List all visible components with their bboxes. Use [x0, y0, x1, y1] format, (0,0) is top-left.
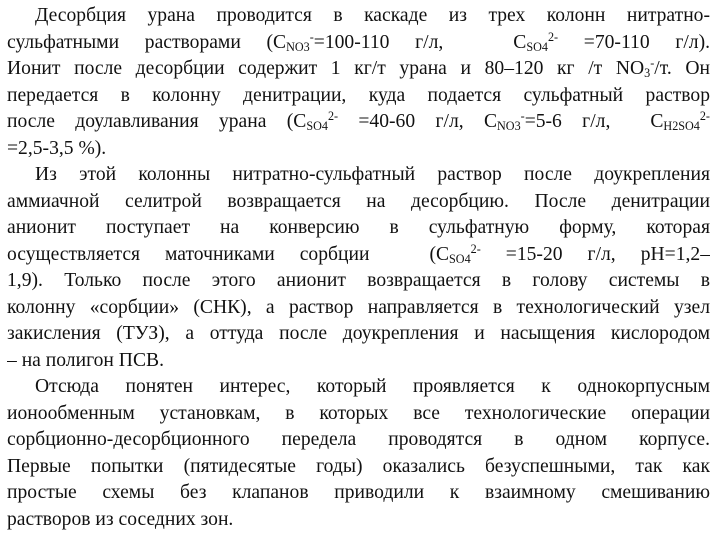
text-line: колонну «сорбции» (СНК), а раствор направляется в технологический узел [7, 296, 710, 318]
text-line: закисления (ТУЗ), а оттуда после доукрепления и насыщения кислородом [7, 323, 710, 344]
superscript: - [650, 56, 655, 70]
paragraph-2 [7, 162, 710, 374]
text-line: Первые попытки (пятидесятые годы) оказались безуспешными, так как [7, 455, 710, 477]
subscript: SO4 [449, 251, 471, 266]
text-line: анионит поступает на конверсию в сульфатную форму, которая [7, 217, 710, 238]
text-line: после доулавливания урана ($С_{SO4}^{2-} =40-60$ г/л, $С_{NO3}^-=5-6$ г/л, $С_{H2SO4}^{2-}$ [7, 109, 710, 133]
superscript: - [309, 29, 314, 44]
text-line: Отсюда понятен интерес, который проявляется к однокорпусным [35, 376, 710, 397]
subscript: 3 [644, 66, 651, 80]
text-line: Ионит после десорбции содержит 1 кг/т урана и 80–120 кг /т $NO_3^-/т$. Он [7, 56, 710, 80]
text-line: растворов из соседних зон. [7, 508, 234, 530]
text-line: Десорбция урана проводится в каскаде из трех колонн нитратно- [35, 5, 710, 26]
subscript: NO3 [497, 119, 521, 133]
text-line: =2,5-3,5 %). [7, 137, 107, 159]
subscript: H2SO4 [663, 119, 700, 133]
subscript: SO4 [306, 119, 328, 133]
superscript: 2- [470, 241, 481, 256]
paragraph-3 [7, 374, 710, 533]
subscript: NO3 [286, 39, 310, 54]
superscript: 2- [699, 109, 710, 123]
text-line: сорбционно-десорбционного передела проводятся в одном корпусе. [7, 429, 710, 450]
text-line: ионообменным установкам, в которых все технологические операции [7, 402, 710, 424]
superscript: 2- [547, 29, 559, 44]
subscript: SO4 [526, 39, 548, 54]
text-line: Из этой колонны нитратно-сульфатный раствор после доукрепления [35, 164, 710, 185]
text-line: аммиачной селитрой возвращается на десорбцию. После денитрации [7, 190, 710, 212]
text-line: простые схемы без клапанов приводили к взаимному смешиванию [7, 482, 710, 503]
superscript: - [520, 109, 525, 123]
text-line: осуществляется маточниками сорбции ($С_{SO4}^{2-} =15-20$ г/л, рН=1,2– [7, 241, 710, 266]
text-line: сульфатными растворами ($С_{NO3}^-=100-110$ г/л, $С_{SO4}^{2-} =70-110$ г/л). [7, 29, 710, 54]
superscript: 2- [327, 109, 339, 123]
text-line: передается в колонну денитрации, куда подается сульфатный раствор [7, 84, 710, 106]
text-line: 1,9). Только после этого анионит возвращается в голову системы в [7, 270, 710, 291]
text-line: – на полигон ПСВ. [7, 349, 164, 371]
paragraph-1 [7, 3, 710, 162]
